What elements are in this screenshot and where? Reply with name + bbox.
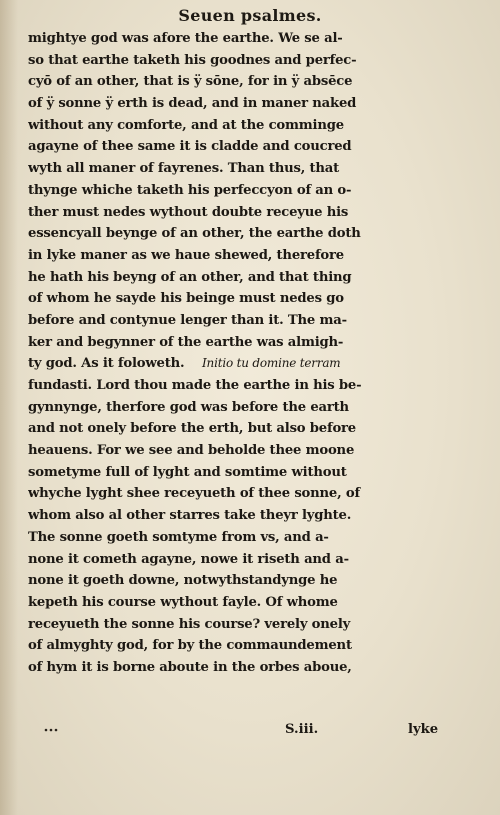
text-line: and not onely before the erth, but also before (28, 421, 356, 437)
text-line: essencyall beynge of an other, the earthe doth (28, 226, 361, 242)
text-line: of ÿ sonne ÿ erth is dead, and in maner naked (28, 96, 357, 112)
text-line: he hath his beyng of an other, and that thing (28, 269, 352, 285)
text-segment: ty god. As it foloweth. (28, 356, 185, 372)
text-line: gynnynge, therfore god was before the earth (28, 399, 349, 415)
running-header: Seuen psalmes. (178, 6, 322, 25)
latin-quote: Initio tu domine terram (202, 356, 341, 371)
text-line: heauens. For we see and beholde thee moone (28, 443, 355, 459)
text-line-with-quote (28, 353, 464, 375)
text-line: kepeth his course wythout fayle. Of whome (28, 594, 338, 610)
text-line: The sonne goeth somtyme from vs, and a- (28, 529, 329, 545)
printer-ornament-dots (44, 727, 58, 733)
text-line: none it goeth downe, notwythstandynge he (28, 573, 338, 589)
text-line: ther must nedes wythout doubte receyue his (28, 204, 349, 220)
text-line: whom also al other starres take theyr lyghte. (28, 508, 352, 524)
text-line: of almyghty god, for by the commaundement (28, 638, 352, 654)
text-line: wyth all maner of fayrenes. Than thus, that (28, 161, 340, 177)
text-line: of whom he sayde his beinge must nedes go (28, 291, 344, 307)
text-line: agayne of thee same it is cladde and coucred (28, 139, 352, 155)
text-line: before and contynue lenger than it. The ma- (28, 312, 347, 328)
text-line: sometyme full of lyght and somtime without (28, 464, 347, 480)
signature-mark: S.iii. (285, 722, 319, 737)
text-line: without any comforte, and at the comminge (28, 117, 344, 133)
text-line: in lyke maner as we haue shewed, therefore (28, 247, 344, 263)
page-body (28, 28, 464, 679)
catchword: lyke (408, 722, 439, 737)
page-edge-shadow (0, 0, 18, 815)
text-line: none it cometh agayne, nowe it riseth and a- (28, 551, 349, 567)
text-line: so that earthe taketh his goodnes and perfec- (28, 52, 357, 68)
text-line: cyō of an other, that is ÿ sōne, for in ÿ absēce (28, 74, 353, 90)
text-line: whyche lyght shee receyueth of thee sonne, of (28, 486, 360, 502)
text-line: receyueth the sonne his course? verely onely (28, 616, 351, 632)
text-line: of hym it is borne aboute in the orbes aboue, (28, 659, 352, 675)
text-line: ker and begynner of the earthe was almigh- (28, 334, 344, 350)
text-line: thynge whiche taketh his perfeccyon of an o- (28, 182, 352, 198)
text-line: mightye god was afore the earthe. We se al- (28, 31, 343, 46)
text-line: fundasti. Lord thou made the earthe in his be- (28, 378, 362, 393)
